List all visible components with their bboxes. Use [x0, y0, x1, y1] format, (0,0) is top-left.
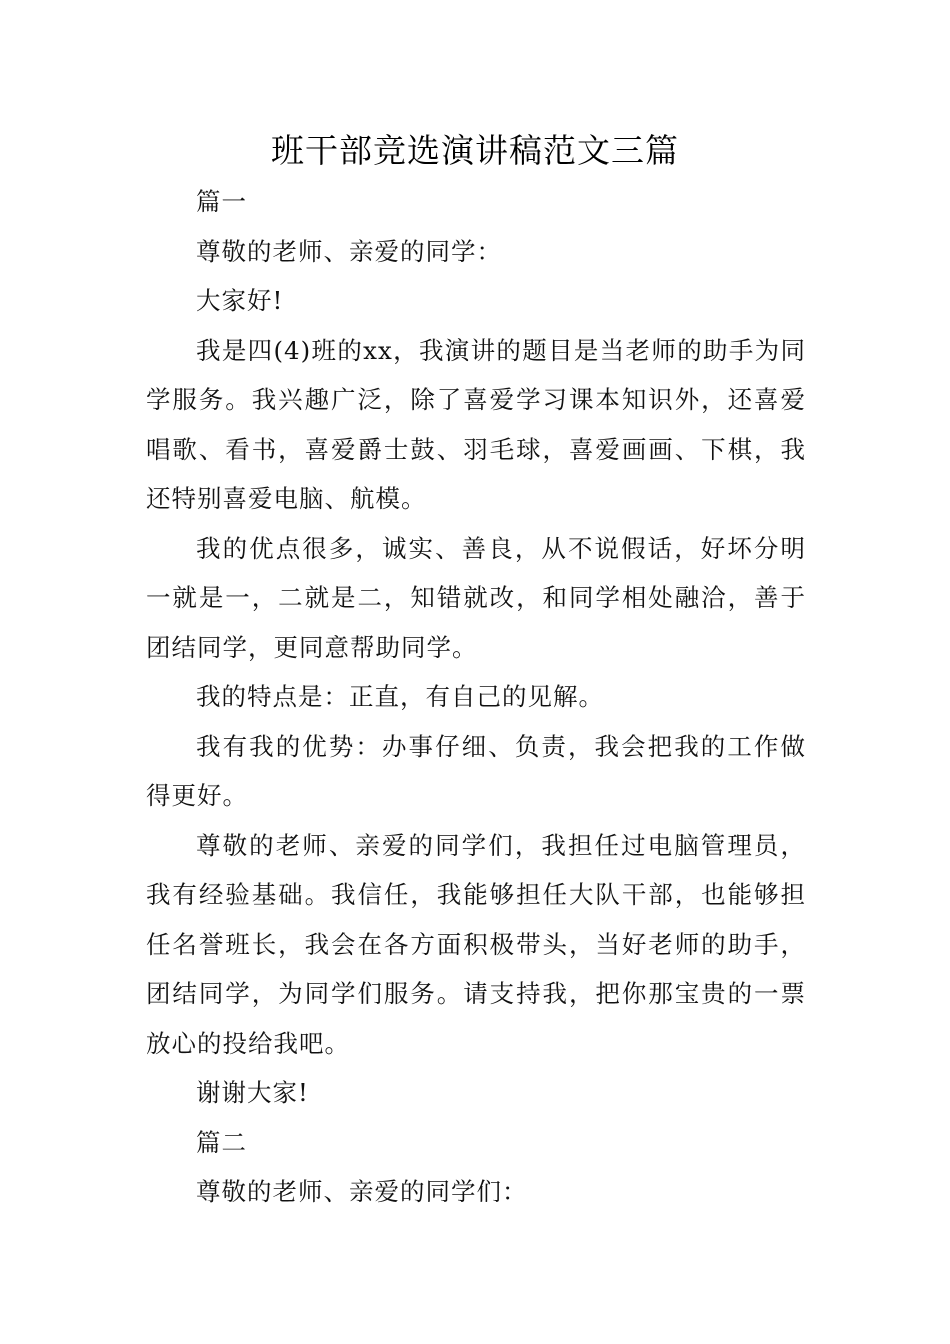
document-title: 班干部竞选演讲稿范文三篇	[271, 131, 679, 170]
closing-thanks: 谢谢大家!	[196, 1078, 309, 1107]
paragraph-introduction: 我是四(4)班的xx，我演讲的题目是当老师的助手为同学服务。我兴趣广泛，除了喜爱学习课本知识外，还喜爱唱歌、看书，喜爱爵士鼓、羽毛球，喜爱画画、下棋，我还特别喜爱电脑、航模。	[146, 335, 806, 513]
paragraph-traits: 我的特点是：正直，有自己的见解。	[196, 682, 604, 711]
document-body	[146, 177, 806, 1217]
section-heading-2: 篇二	[196, 1127, 247, 1157]
paragraph-experience: 尊敬的老师、亲爱的同学们，我担任过电脑管理员，我有经验基础。我信任，我能够担任大队干部，也能够担任名誉班长，我会在各方面积极带头，当好老师的助手，团结同学，为同学们服务。请支持我，把你那宝贵的一票放心的投给我吧。	[146, 830, 806, 1058]
section-heading-1: 篇一	[196, 187, 247, 216]
salutation-2: 尊敬的老师、亲爱的同学们：	[196, 1177, 528, 1206]
paragraph-strengths: 我的优点很多，诚实、善良，从不说假话，好坏分明一就是一，二就是二，知错就改，和同学相处融洽，善于团结同学，更同意帮助同学。	[146, 533, 806, 662]
salutation: 尊敬的老师、亲爱的同学：	[196, 236, 502, 266]
greeting: 大家好!	[196, 286, 284, 315]
paragraph-advantages: 我有我的优势：办事仔细、负责，我会把我的工作做得更好。	[146, 731, 806, 810]
